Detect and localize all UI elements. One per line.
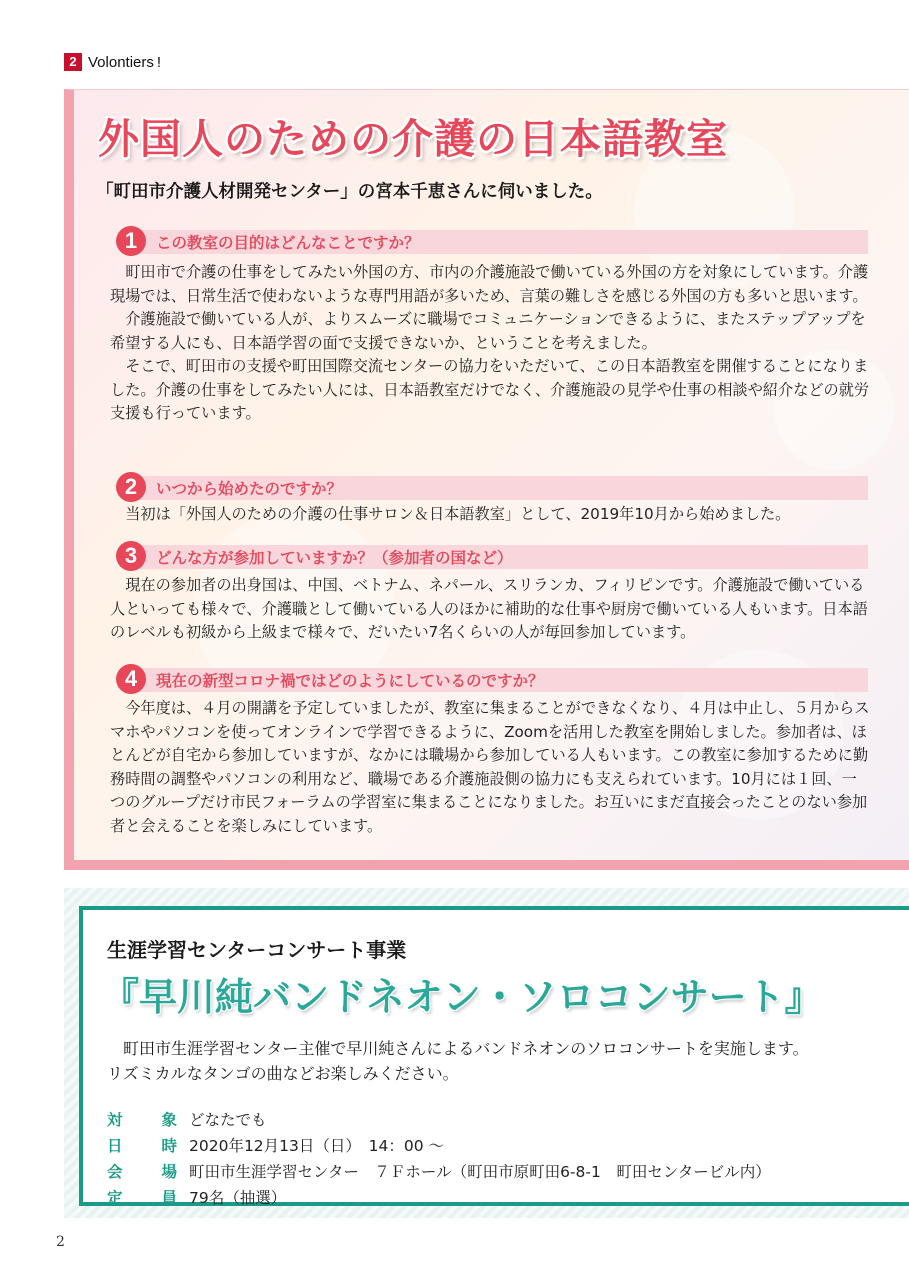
detail-label [107,1186,189,1208]
concert-description [107,1036,877,1086]
question-number: 3 [116,541,146,571]
concert-title: 『早川純バンドネオン・ソロコンサート』 [101,975,823,1019]
concert-description-line: 町田市生涯学習センター主催で早川純さんによるバンドネオンのソロコンサートを実施します。 [123,1039,809,1058]
section-header [64,52,161,72]
concert-details [107,1106,771,1210]
question-text: どんな方が参加していますか？（参加者の国など） [156,549,513,567]
detail-label-char: 会 [107,1163,123,1181]
detail-label-char: 象 [161,1111,177,1129]
detail-label-char: 日 [107,1137,123,1155]
detail-label-char: 対 [107,1111,123,1129]
question-bar-2 [124,476,868,500]
answer-3 [110,574,870,645]
detail-label-char: 員 [161,1189,177,1207]
detail-label [107,1160,189,1182]
answer-2 [110,503,870,527]
answer-paragraph: 町田市で介護の仕事をしてみたい外国の方、市内の介護施設で働いている外国の方を対象にしています。介護現場では、日常生活で使わないような専門用語が多いため、言葉の難しさを感じる外国の方も多いと思います。 [110,263,869,305]
concert-heading: 生涯学習センターコンサート事業 [107,938,407,962]
answer-1 [110,261,870,426]
detail-label [107,1134,189,1156]
page-number: 2 [56,1234,65,1250]
section-title: Volontiers ! [88,53,162,71]
detail-row-capacity [107,1184,771,1210]
question-bar-4 [124,668,868,692]
question-bar-1 [124,230,868,254]
detail-label-char: 時 [161,1137,177,1155]
article-title: 外国人のための介護の日本語教室 [98,115,728,163]
concert-box [79,906,909,1206]
detail-value: 町田市生涯学習センター ７Ｆホール（町田市原町田6-8-1 町田センタービル内） [189,1163,771,1181]
article-subtitle: 「町田市介護人材開発センター」の宮本千恵さんに伺いました。 [96,182,603,202]
question-text: 現在の新型コロナ禍ではどのようにしているのですか？ [156,672,544,690]
question-number: 4 [116,664,146,694]
concert-section [64,888,909,1218]
answer-paragraph: 現在の参加者の出身国は、中国、ベトナム、ネパール、スリランカ、フィリピンです。介護施設で働いている人といっても様々で、介護職として働いている人のほかに補助的な仕事や厨房で働いている人もいます。日本語のレベルも初級から上級まで様々で、だいたい7名くらいの人が毎回参加しています。 [110,576,868,641]
concert-description-line: リズミカルなタンゴの曲などお楽しみください。 [107,1064,459,1083]
question-text: この教室の目的はどんなことですか？ [156,234,420,252]
answer-paragraph: 介護施設で働いている人が、よりスムーズに職場でコミュニケーションできるように、またステップアップを希望する人にも、日本語学習の面で支援できないか、ということを考えました。 [110,310,866,352]
question-bar-3 [124,545,868,569]
detail-row-target [107,1106,771,1132]
answer-4 [110,697,870,838]
detail-label [107,1108,189,1130]
question-number: 1 [116,226,146,256]
detail-row-datetime [107,1132,771,1158]
detail-label-char: 定 [107,1189,123,1207]
answer-paragraph: 今年度は、４月の開講を予定していましたが、教室に集まることができなくなり、４月は中止し、５月からスマホやパソコンを使ってオンラインで学習できるように、Zoomを活用した教室を開始しました。参加者は、ほとんどが自宅から参加していますが、なかには職場から参加している人もいます。この教室に参加するために勤務時間の調整やパソコンの利用など、職場である介護施設側の協力にも支えられています。10月には１回、一つのグループだけ市民フォーラムの学習室に集まることになりました。お互いにまだ直接会ったことのない参加者と会えることを楽しみにしています。 [110,699,870,835]
detail-value: 2020年12月13日（日） 14：00 ～ [189,1137,445,1155]
section-number: 2 [64,53,82,71]
question-text: いつから始めたのですか？ [156,480,343,498]
detail-label-char: 場 [161,1163,177,1181]
answer-paragraph: 当初は「外国人のための介護の仕事サロン＆日本語教室」として、2019年10月から始めました。 [125,505,791,523]
answer-paragraph: そこで、町田市の支援や町田国際交流センターの協力をいただいて、この日本語教室を開催することになりました。介護の仕事をしてみたい人には、日本語教室だけでなく、介護施設の見学や仕事の相談や紹介などの就労支援も行っています。 [110,357,870,422]
detail-value: どなたでも [189,1111,267,1129]
detail-row-venue [107,1158,771,1184]
article-panel [64,89,909,870]
question-number: 2 [116,472,146,502]
detail-value: 79名（抽選） [189,1189,287,1207]
